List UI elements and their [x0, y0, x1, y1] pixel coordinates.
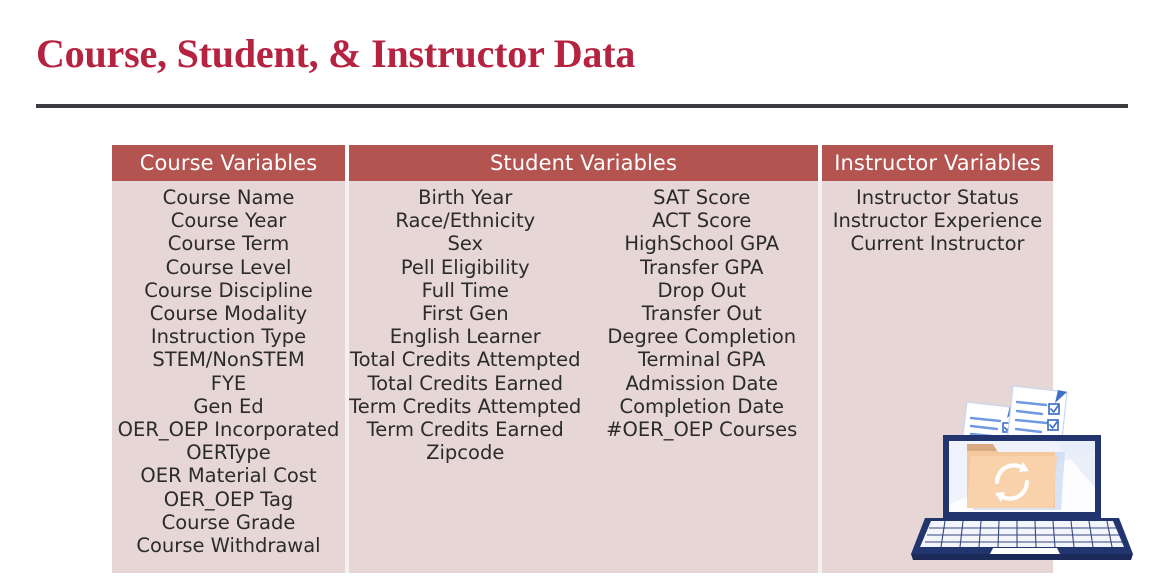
- variable-item: Instructor Status: [856, 186, 1019, 209]
- variable-item: Transfer GPA: [639, 255, 764, 279]
- variable-item: Race/Ethnicity: [395, 209, 536, 233]
- variable-item: First Gen: [421, 302, 509, 326]
- variable-item: Degree Completion: [607, 325, 797, 349]
- variable-item: OER Material Cost: [140, 464, 317, 488]
- column-header-student-variables: Student Variables: [349, 145, 818, 181]
- variable-item: OER_OEP Incorporated: [117, 418, 340, 442]
- variable-item: Total Credits Attempted: [350, 348, 581, 372]
- variable-item: Current Instructor: [850, 232, 1025, 256]
- variable-item: English Learner: [389, 325, 541, 349]
- variable-item: Completion Date: [619, 394, 784, 418]
- variable-item: Course Term: [167, 232, 290, 256]
- variable-item: HighSchool GPA: [624, 232, 780, 256]
- variable-item: Pell Eligibility: [400, 255, 530, 279]
- variable-item: Course Name: [162, 186, 295, 209]
- variable-item: SAT Score: [653, 186, 751, 209]
- variable-item: Total Credits Earned: [367, 371, 563, 395]
- instructor-variables-cell: [822, 181, 1053, 573]
- variable-item: Course Withdrawal: [136, 534, 321, 558]
- variable-item: Full Time: [421, 278, 509, 302]
- student-variables-list-right: [584, 181, 819, 573]
- course-variables-list: [112, 181, 345, 557]
- variables-table: [112, 145, 1053, 573]
- student-variables-list-left: [349, 181, 584, 573]
- instructor-variables-list: [822, 181, 1053, 256]
- variable-item: FYE: [210, 371, 247, 395]
- variable-item: OER_OEP Tag: [163, 487, 294, 511]
- variable-item: Transfer Out: [641, 302, 762, 326]
- variable-item: Admission Date: [625, 371, 779, 395]
- variable-item: Zipcode: [426, 441, 505, 465]
- variable-item: Instruction Type: [150, 325, 307, 349]
- variable-item: Drop Out: [657, 278, 746, 302]
- page-title: Course, Student, & Instructor Data: [36, 31, 636, 76]
- variable-item: Term Credits Earned: [366, 418, 564, 442]
- course-variables-cell: [112, 181, 345, 573]
- variable-item: #OER_OEP Courses: [606, 418, 798, 442]
- variable-item: Course Level: [165, 255, 292, 279]
- variable-item: Birth Year: [418, 186, 513, 209]
- variable-item: Terminal GPA: [637, 348, 766, 372]
- variable-item: Course Discipline: [144, 278, 313, 302]
- column-header-instructor-variables: Instructor Variables: [822, 145, 1053, 181]
- student-variables-split: [349, 181, 818, 573]
- student-variables-cell: [349, 181, 818, 573]
- column-header-course-variables: Course Variables: [112, 145, 345, 181]
- variable-item: OERType: [186, 441, 271, 465]
- variable-item: Course Modality: [149, 302, 308, 326]
- table-header-row: [112, 145, 1053, 181]
- title-divider: [36, 104, 1128, 108]
- variable-item: Term Credits Attempted: [349, 394, 582, 418]
- variable-item: Instructor Experience: [832, 209, 1043, 233]
- variable-item: ACT Score: [652, 209, 752, 233]
- variable-item: Gen Ed: [193, 394, 264, 418]
- variable-item: Course Grade: [161, 510, 296, 534]
- variable-item: Course Year: [170, 209, 287, 233]
- variable-item: STEM/NonSTEM: [152, 348, 305, 372]
- table-body-row: [112, 181, 1053, 573]
- variable-item: Sex: [447, 232, 484, 256]
